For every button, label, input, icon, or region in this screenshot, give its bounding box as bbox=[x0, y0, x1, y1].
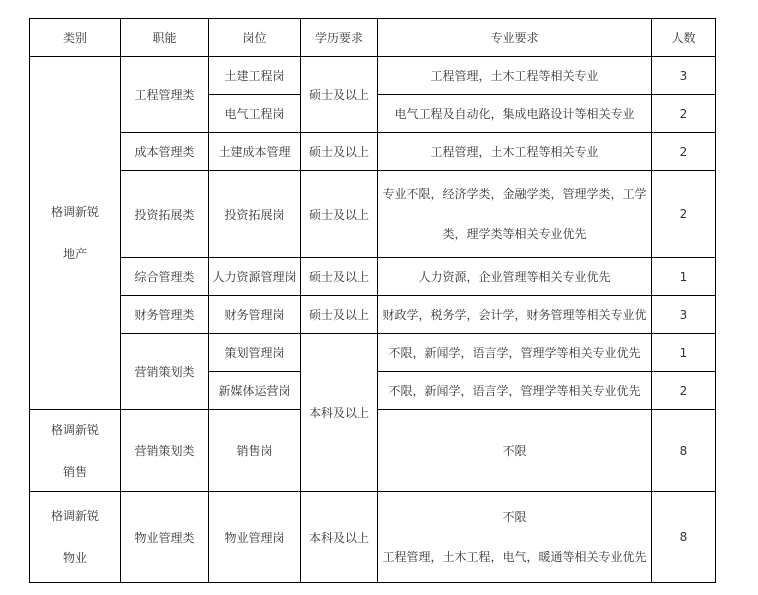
function-cell: 财务管理类 bbox=[121, 296, 209, 334]
header-education: 学历要求 bbox=[301, 19, 378, 57]
major-line2: 类，理学类等相关专业优先 bbox=[442, 227, 587, 241]
education-cell: 硕士及以上 bbox=[301, 296, 378, 334]
category-cell-property bbox=[30, 492, 121, 583]
category-name-line1: 格调新锐 bbox=[50, 205, 99, 219]
major-cell: 工程管理，土木工程等相关专业 bbox=[378, 133, 652, 171]
recruitment-table bbox=[29, 18, 716, 583]
count-cell: 1 bbox=[652, 334, 716, 372]
count-cell: 8 bbox=[652, 492, 716, 583]
position-cell: 销售岗 bbox=[209, 410, 301, 492]
major-cell: 电气工程及自动化，集成电路设计等相关专业 bbox=[378, 95, 652, 133]
header-function: 职能 bbox=[121, 19, 209, 57]
count-cell: 2 bbox=[652, 133, 716, 171]
table-row bbox=[30, 296, 716, 334]
table-row bbox=[30, 57, 716, 95]
position-cell: 财务管理岗 bbox=[209, 296, 301, 334]
header-major: 专业要求 bbox=[378, 19, 652, 57]
count-cell: 2 bbox=[652, 95, 716, 133]
function-cell: 营销策划类 bbox=[121, 410, 209, 492]
count-cell: 1 bbox=[652, 258, 716, 296]
education-cell: 本科及以上 bbox=[301, 492, 378, 583]
category-cell-realestate bbox=[30, 57, 121, 410]
count-cell: 3 bbox=[652, 296, 716, 334]
position-cell: 物业管理岗 bbox=[209, 492, 301, 583]
position-cell: 策划管理岗 bbox=[209, 334, 301, 372]
function-cell: 工程管理类 bbox=[121, 57, 209, 133]
category-name-line1: 格调新锐 bbox=[50, 509, 99, 523]
header-count: 人数 bbox=[652, 19, 716, 57]
count-cell: 8 bbox=[652, 410, 716, 492]
major-line1: 专业不限，经济学类，金融学类，管理学类，工学 bbox=[382, 187, 647, 201]
major-line1: 不限 bbox=[502, 510, 527, 524]
major-cell: 不限 bbox=[378, 410, 652, 492]
major-cell: 工程管理，土木工程等相关专业 bbox=[378, 57, 652, 95]
table-row bbox=[30, 171, 716, 258]
count-cell: 2 bbox=[652, 372, 716, 410]
function-cell: 营销策划类 bbox=[121, 334, 209, 410]
major-cell: 人力资源，企业管理等相关专业优先 bbox=[378, 258, 652, 296]
education-cell: 硕士及以上 bbox=[301, 171, 378, 258]
count-cell: 3 bbox=[652, 57, 716, 95]
count-cell: 2 bbox=[652, 171, 716, 258]
education-cell: 本科及以上 bbox=[301, 334, 378, 492]
function-cell: 综合管理类 bbox=[121, 258, 209, 296]
position-cell: 人力资源管理岗 bbox=[209, 258, 301, 296]
education-cell: 硕士及以上 bbox=[301, 133, 378, 171]
category-name-line1: 格调新锐 bbox=[50, 422, 99, 437]
table-row bbox=[30, 133, 716, 171]
header-category: 类别 bbox=[30, 19, 121, 57]
category-name-line2: 销售 bbox=[62, 464, 87, 479]
major-cell bbox=[378, 171, 652, 258]
education-cell: 硕士及以上 bbox=[301, 258, 378, 296]
major-cell bbox=[378, 492, 652, 583]
major-cell: 财政学，税务学，会计学，财务管理等相关专业优 bbox=[378, 296, 652, 334]
position-cell: 投资拓展岗 bbox=[209, 171, 301, 258]
table-row bbox=[30, 258, 716, 296]
header-position: 岗位 bbox=[209, 19, 301, 57]
position-cell: 土建成本管理 bbox=[209, 133, 301, 171]
category-cell-sales bbox=[30, 410, 121, 492]
function-cell: 投资拓展类 bbox=[121, 171, 209, 258]
major-cell: 不限，新闻学，语言学，管理学等相关专业优先 bbox=[378, 372, 652, 410]
table-row bbox=[30, 492, 716, 583]
function-cell: 物业管理类 bbox=[121, 492, 209, 583]
major-line2: 工程管理，土木工程，电气，暖通等相关专业优先 bbox=[382, 550, 647, 564]
position-cell: 电气工程岗 bbox=[209, 95, 301, 133]
position-cell: 新媒体运营岗 bbox=[209, 372, 301, 410]
position-cell: 土建工程岗 bbox=[209, 57, 301, 95]
major-cell: 不限，新闻学，语言学，管理学等相关专业优先 bbox=[378, 334, 652, 372]
education-cell: 硕士及以上 bbox=[301, 57, 378, 133]
category-name-line2: 物业 bbox=[62, 551, 87, 565]
header-row bbox=[30, 19, 716, 57]
table-row bbox=[30, 334, 716, 372]
category-name-line2: 地产 bbox=[62, 247, 87, 261]
function-cell: 成本管理类 bbox=[121, 133, 209, 171]
